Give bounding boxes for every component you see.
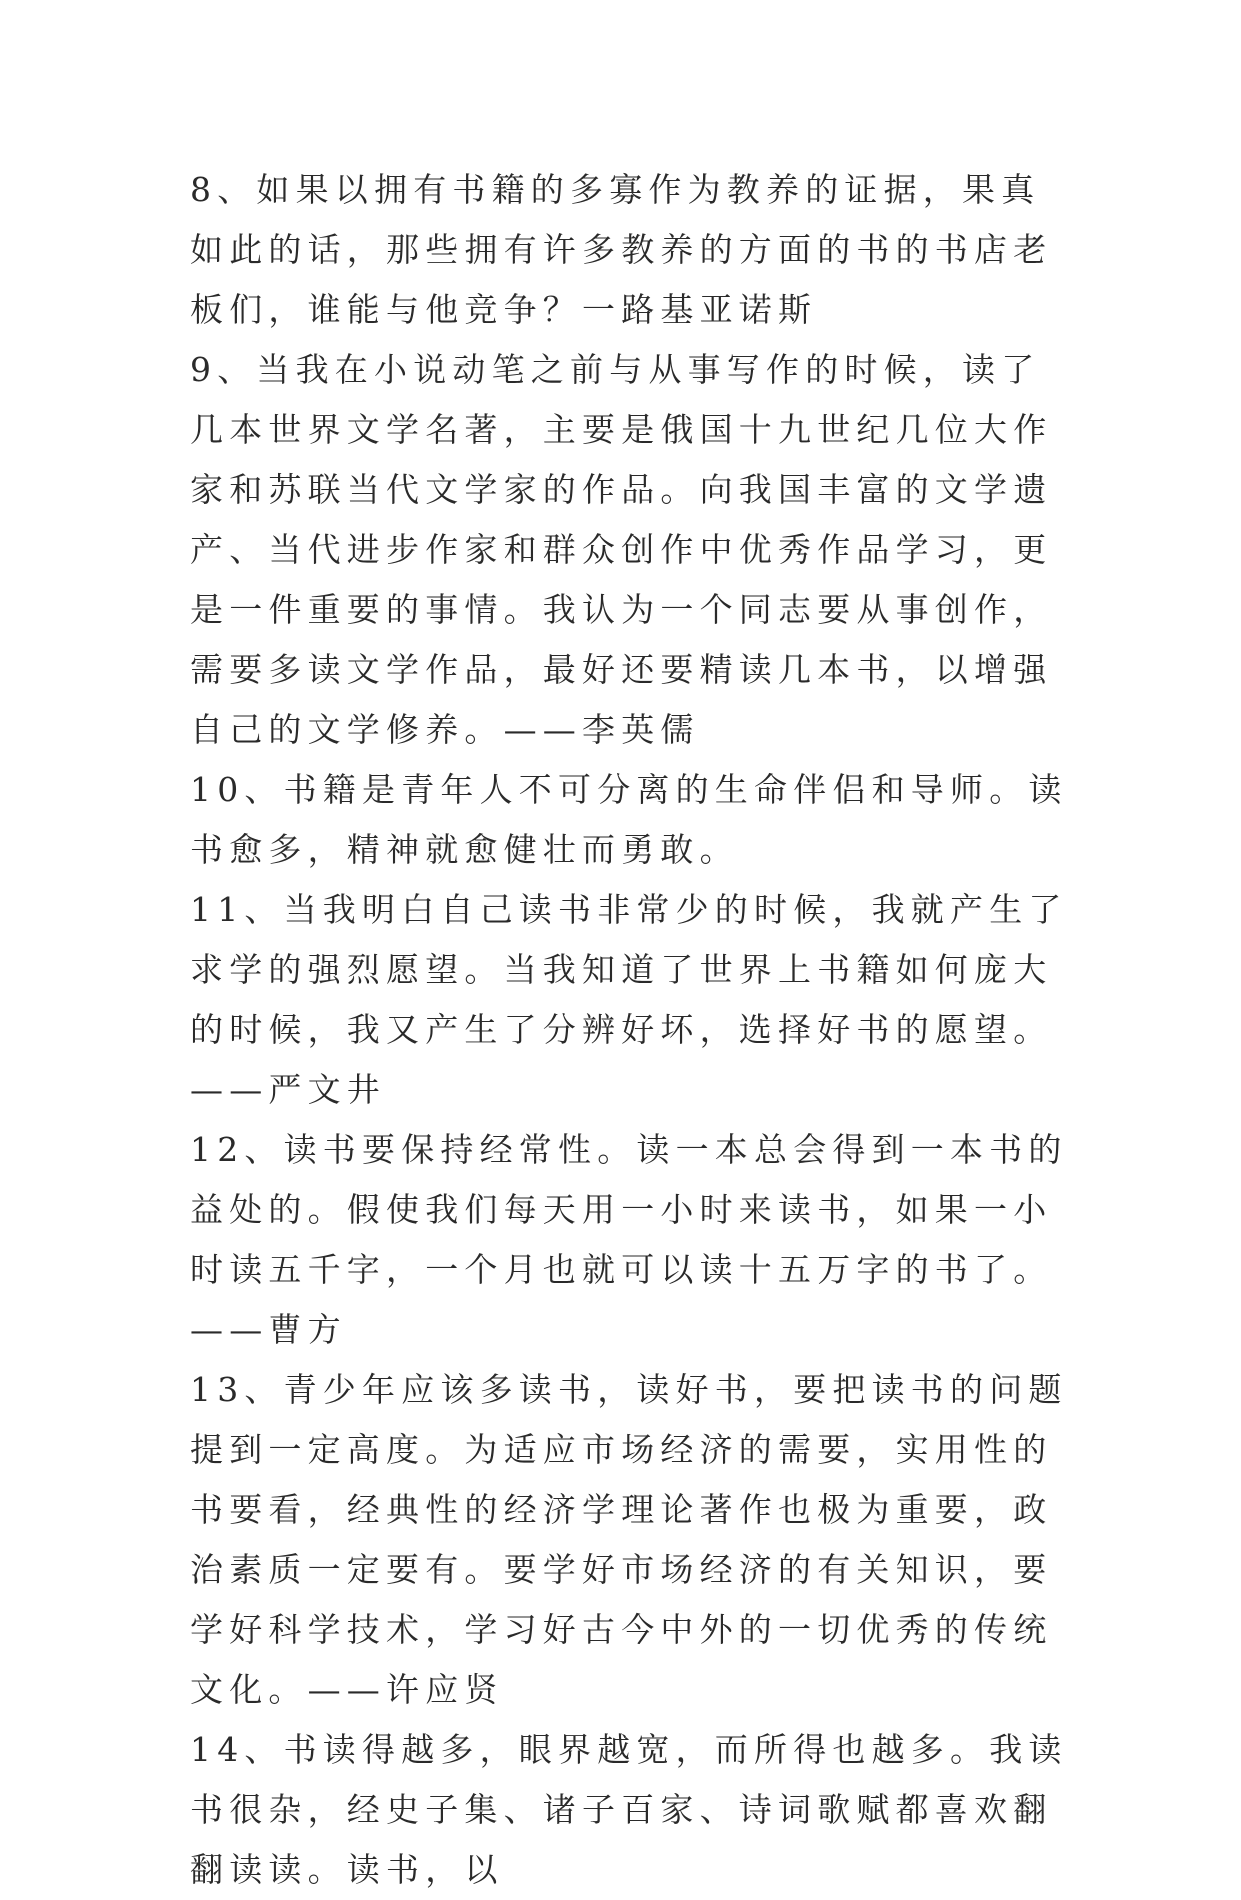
quote-text: 如果以拥有书籍的多寡作为教养的证据，果真如此的话，那些拥有许多教养的方面的书的书店老板们，谁能与他竞争？一路基亚诺斯 <box>190 170 1053 329</box>
quote-text: 读书要保持经常性。读一本总会得到一本书的益处的。假使我们每天用一小时来读书，如果一小时读五千字，一个月也就可以读十五万字的书了。——曹方 <box>190 1130 1068 1349</box>
document-body <box>190 160 1070 1900</box>
quote-text: 青少年应该多读书，读好书，要把读书的问题提到一定高度。为适应市场经济的需要，实用性的书要看，经典性的经济学理论著作也极为重要，政治素质一定要有。要学好市场经济的有关知识，要学好科学技术，学习好古今中外的一切优秀的传统文化。——许应贤 <box>190 1370 1068 1709</box>
quote-text: 当我在小说动笔之前与从事写作的时候，读了几本世界文学名著，主要是俄国十九世纪几位大作家和苏联当代文学家的作品。向我国丰富的文学遗产、当代进步作家和群众创作中优秀作品学习，更是一件重要的事情。我认为一个同志要从事创作，需要多读文学作品，最好还要精读几本书，以增强自己的文学修养。——李英儒 <box>190 350 1053 749</box>
quote-number: 8、 <box>190 170 257 209</box>
quote-text: 当我明白自己读书非常少的时候，我就产生了求学的强烈愿望。当我知道了世界上书籍如何庞大的时候，我又产生了分辨好坏，选择好书的愿望。——严文井 <box>190 890 1068 1109</box>
quote-number: 9、 <box>190 350 257 389</box>
quote-item <box>190 340 1070 760</box>
quote-number: 14、 <box>190 1730 284 1769</box>
quote-number: 13、 <box>190 1370 284 1409</box>
quote-item <box>190 1360 1070 1720</box>
quote-item <box>190 880 1070 1120</box>
quote-text: 书籍是青年人不可分离的生命伴侣和导师。读书愈多，精神就愈健壮而勇敢。 <box>190 770 1068 869</box>
quote-number: 10、 <box>190 770 284 809</box>
quote-number: 11、 <box>190 890 284 929</box>
quote-number: 12、 <box>190 1130 284 1169</box>
quote-item <box>190 160 1070 340</box>
quote-text: 书读得越多，眼界越宽，而所得也越多。我读书很杂，经史子集、诸子百家、诗词歌赋都喜欢翻翻读读。读书，以 <box>190 1730 1068 1889</box>
quote-item <box>190 760 1070 880</box>
quote-item <box>190 1120 1070 1360</box>
quote-item <box>190 1720 1070 1900</box>
